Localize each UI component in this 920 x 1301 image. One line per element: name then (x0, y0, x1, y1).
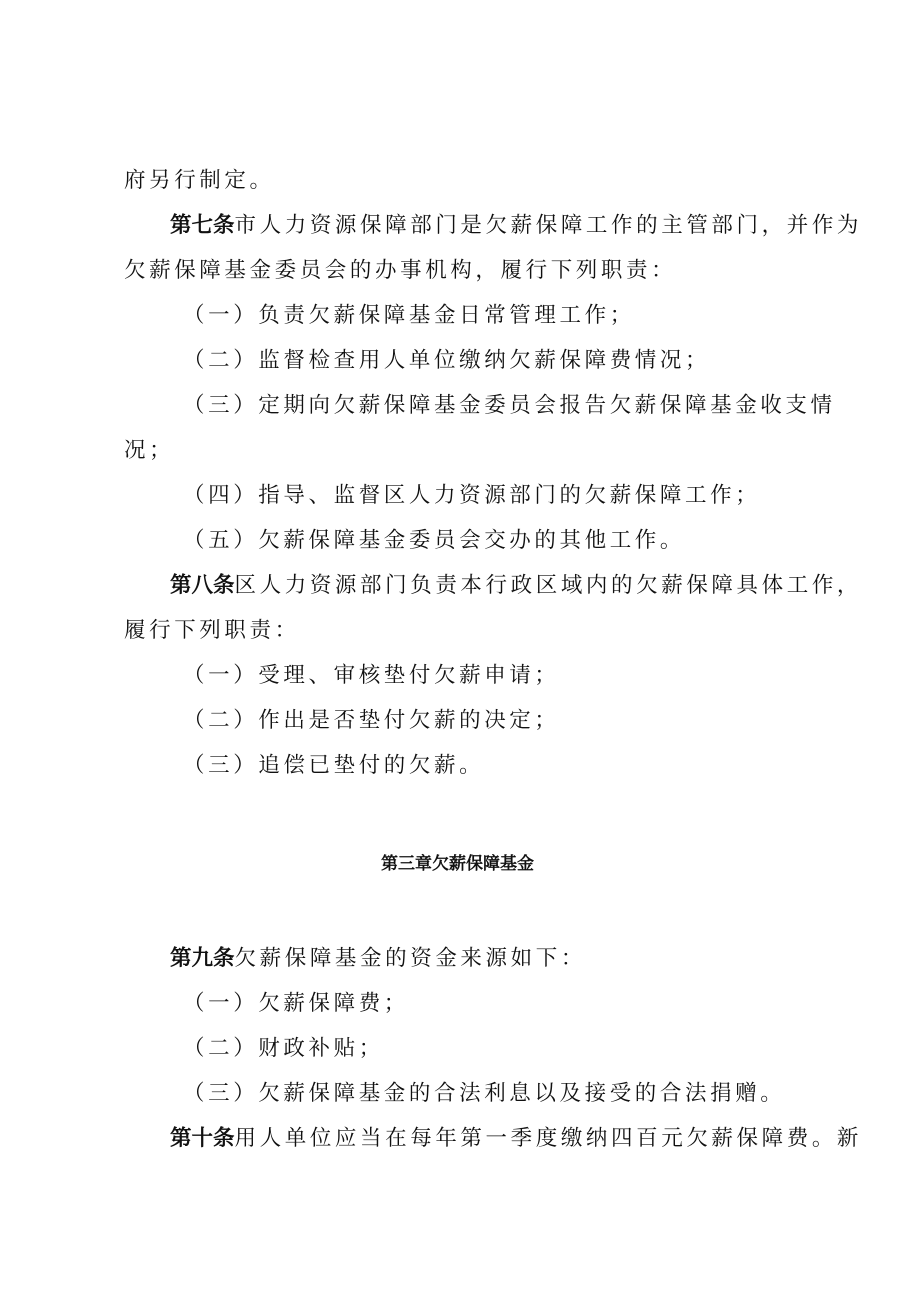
paragraph-line: 欠薪保障基金委员会的办事机构，履行下列职责： (124, 258, 677, 283)
article-text: 用人单位应当在每年第一季度缴纳四百元欠薪保障费。新 (234, 1126, 863, 1151)
list-item: （四）指导、监督区人力资源部门的欠薪保障工作； (183, 483, 761, 508)
article-text: 欠薪保障基金的资金来源如下： (234, 946, 586, 971)
article-text: 市人力资源保障部门是欠薪保障工作的主管部门，并作为 (234, 213, 863, 238)
article-9-paragraph (170, 944, 586, 974)
list-item: （三）追偿已垫付的欠薪。 (183, 753, 485, 778)
list-item: （一）受理、审核垫付欠薪申请； (183, 663, 560, 688)
list-item: （一）欠薪保障费； (183, 991, 409, 1016)
chapter-heading: 第三章欠薪保障基金 (381, 854, 534, 874)
paragraph-line: 况； (124, 438, 175, 463)
list-item: （三）定期向欠薪保障基金委员会报告欠薪保障基金收支情 (183, 393, 836, 418)
article-7-paragraph (170, 211, 862, 241)
article-text: 区人力资源部门负责本行政区域内的欠薪保障具体工作， (234, 573, 863, 598)
list-item: （一）负责欠薪保障基金日常管理工作； (183, 303, 635, 328)
article-number: 第十条 (170, 1126, 235, 1151)
list-item: （二）财政补贴； (183, 1036, 384, 1061)
paragraph-line: 府另行制定。 (124, 168, 275, 193)
article-8-paragraph (170, 571, 862, 601)
paragraph-line: 履行下列职责： (124, 618, 300, 643)
list-item: （三）欠薪保障基金的合法利息以及接受的合法捐赠。 (183, 1081, 786, 1106)
list-item: （二）作出是否垫付欠薪的决定； (183, 708, 560, 733)
article-number: 第九条 (170, 946, 235, 971)
article-number: 第八条 (170, 573, 235, 598)
article-number: 第七条 (170, 213, 235, 238)
list-item: （二）监督检查用人单位缴纳欠薪保障费情况； (183, 348, 711, 373)
article-10-paragraph (170, 1124, 862, 1154)
list-item: （五）欠薪保障基金委员会交办的其他工作。 (183, 528, 686, 553)
